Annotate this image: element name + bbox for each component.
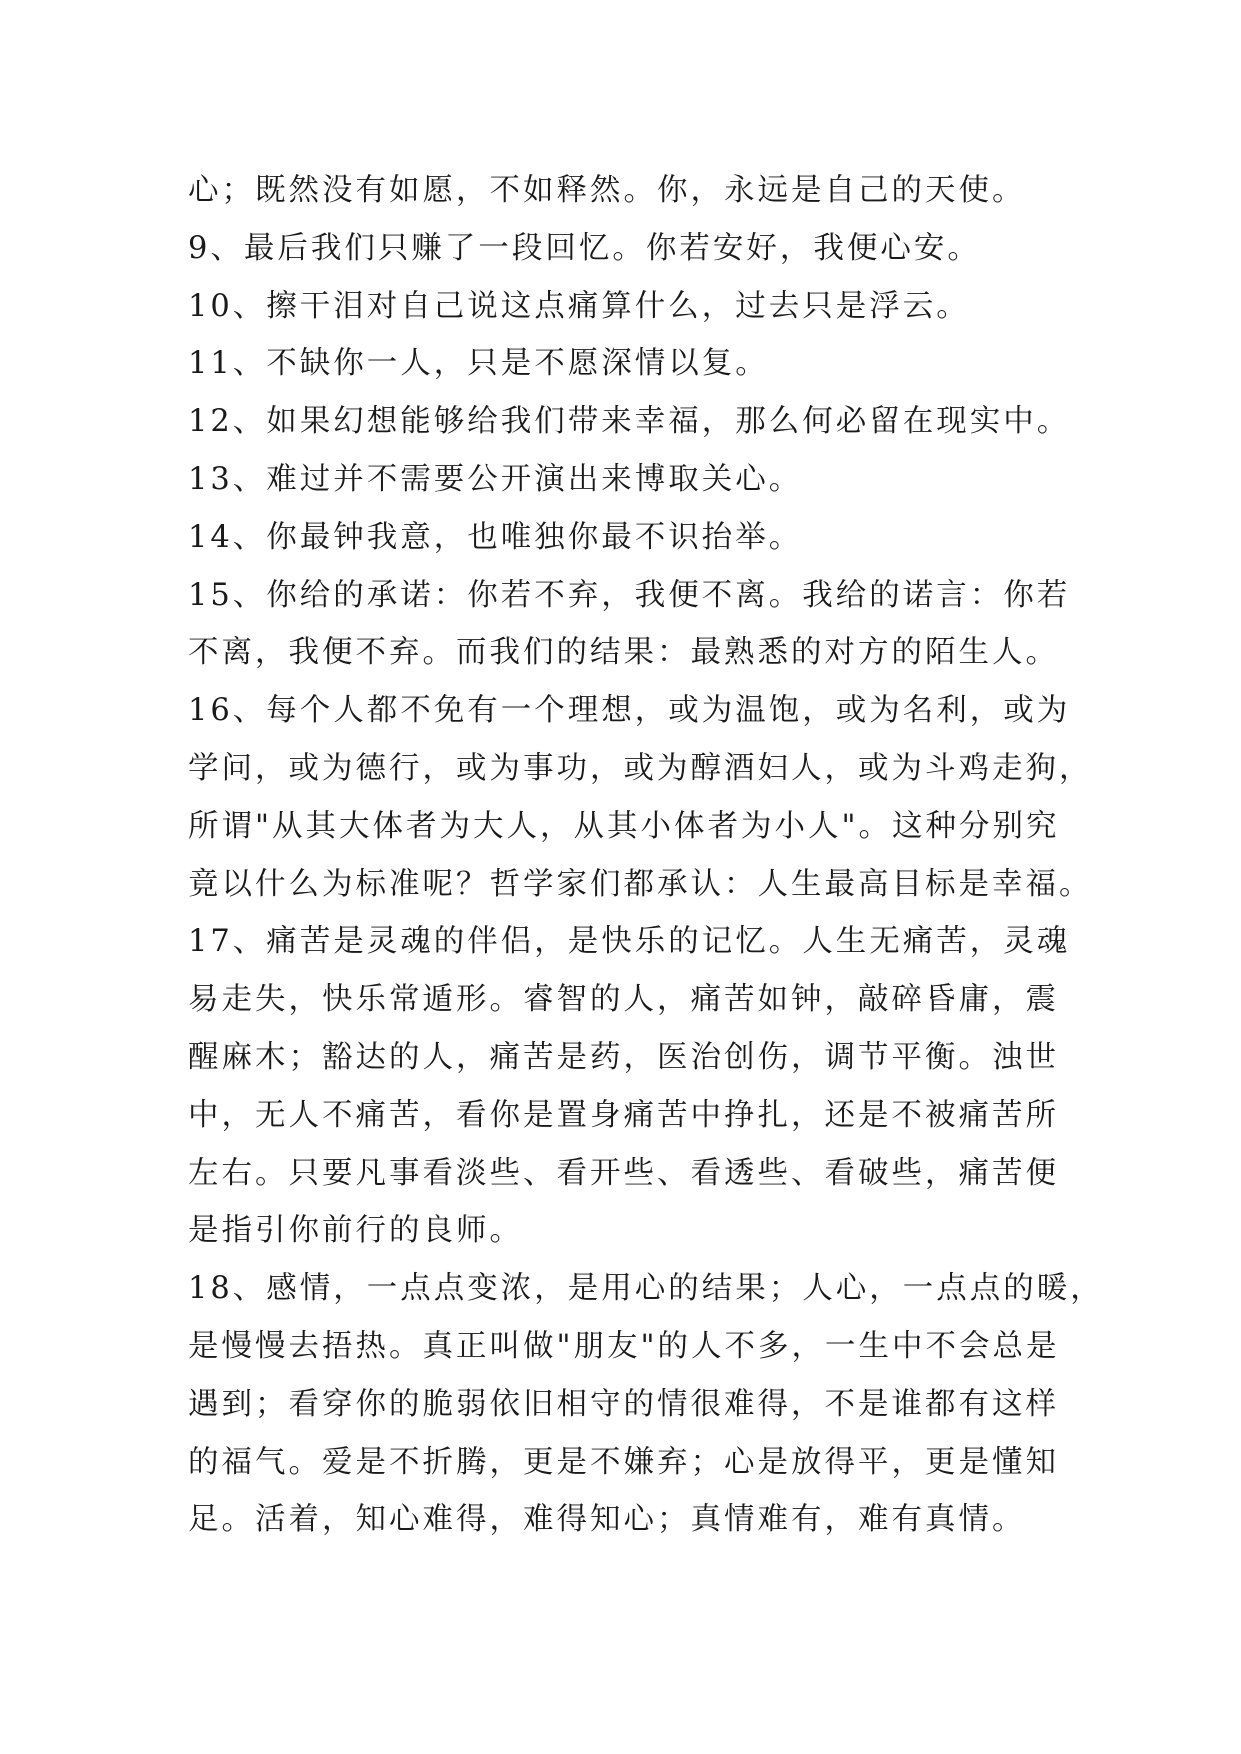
text-line: 醒麻木；豁达的人，痛苦是药，医治创伤，调节平衡。浊世 — [188, 1039, 1059, 1075]
text-line: 足。活着，知心难得，难得知心；真情难有，难有真情。 — [188, 1502, 1026, 1538]
text-line: 心；既然没有如愿，不如释然。你，永远是自己的天使。 — [188, 173, 1026, 208]
text-line: 18、感情，一点点变浓，是用心的结果；人心，一点点的暖， — [188, 1271, 1104, 1307]
text-line: 10、擦干泪对自己说这点痛算什么，过去只是浮云。 — [188, 288, 970, 324]
text-line: 16、每个人都不免有一个理想，或为温饱，或为名利，或为 — [188, 693, 1071, 729]
text-line: 遇到；看穿你的脆弱依旧相守的情很难得，不是谁都有这样 — [188, 1386, 1059, 1422]
text-line: 的福气。爱是不折腾，更是不嫌弃；心是放得平，更是懂知 — [188, 1444, 1059, 1480]
text-line: 竟以什么为标准呢？哲学家们都承认：人生最高目标是幸福。 — [188, 866, 1093, 902]
text-line: 易走失，快乐常遁形。睿智的人，痛苦如钟，敲碎昏庸，震 — [188, 982, 1059, 1018]
text-line: 所谓"从其大体者为大人，从其小体者为小人"。这种分别究 — [188, 808, 1060, 844]
text-line: 15、你给的承诺：你若不弃，我便不离。我给的诺言：你若 — [188, 577, 1071, 613]
text-line: 17、痛苦是灵魂的伴侣，是快乐的记忆。人生无痛苦，灵魂 — [188, 924, 1071, 960]
text-line: 9、最后我们只赚了一段回忆。你若安好，我便心安。 — [188, 230, 981, 266]
text-line: 12、如果幻想能够给我们带来幸福，那么何必留在现实中。 — [188, 404, 1071, 440]
text-line: 是慢慢去捂热。真正叫做"朋友"的人不多，一生中不会总是 — [188, 1328, 1060, 1364]
text-line: 14、你最钟我意，也唯独你最不识抬举。 — [188, 519, 803, 555]
text-line: 不离，我便不弃。而我们的结果：最熟悉的对方的陌生人。 — [188, 635, 1059, 671]
text-line: 左右。只要凡事看淡些、看开些、看透些、看破些，痛苦便 — [188, 1155, 1059, 1191]
body-text — [188, 162, 1104, 1549]
text-line: 13、难过并不需要公开演出来博取关心。 — [188, 461, 803, 497]
text-line: 是指引你前行的良师。 — [188, 1213, 523, 1249]
text-line: 中，无人不痛苦，看你是置身痛苦中挣扎，还是不被痛苦所 — [188, 1097, 1059, 1133]
text-line: 学问，或为德行，或为事功，或为醇酒妇人，或为斗鸡走狗， — [188, 750, 1093, 786]
text-line: 11、不缺你一人，只是不愿深情以复。 — [188, 346, 769, 382]
